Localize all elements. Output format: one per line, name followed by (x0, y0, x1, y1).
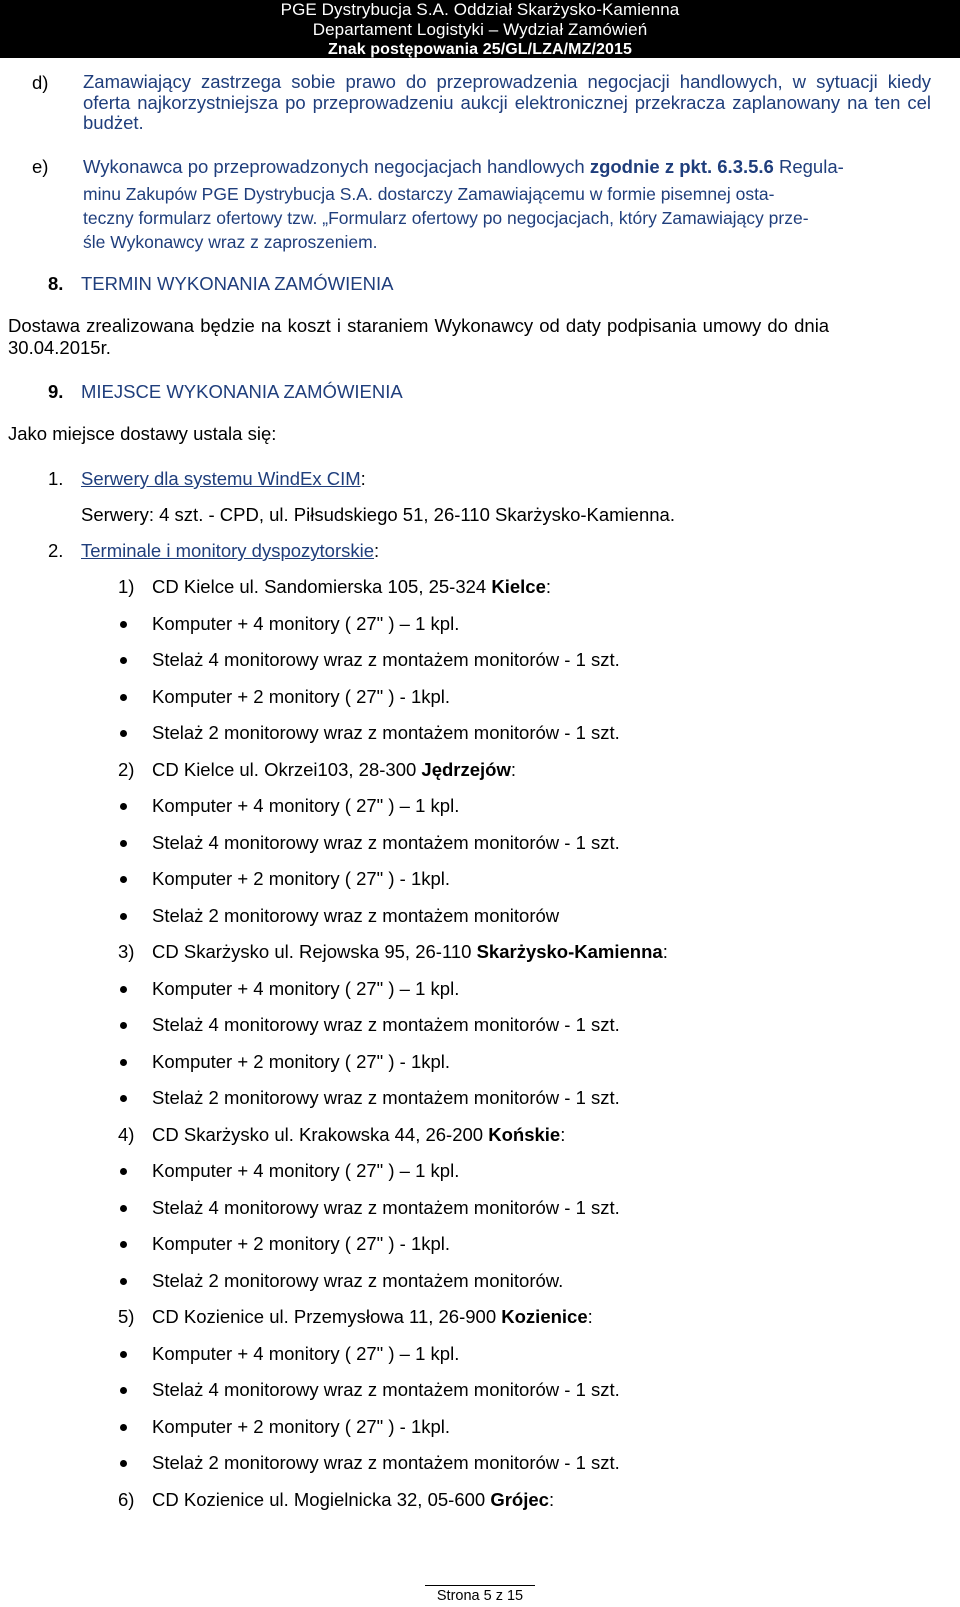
equipment-item: Stelaż 2 monitorowy wraz z montażem monitorów - 1 szt. (152, 1452, 620, 1473)
equipment-item: Stelaż 2 monitorowy wraz z montażem monitorów - 1 szt. (152, 1087, 620, 1108)
servers-heading: Serwery dla systemu WindEx CIM: (81, 468, 366, 489)
bullet-icon (120, 840, 127, 847)
location-city: Kielce (491, 576, 546, 597)
item-e-line4: śle Wykonawcy wraz z zaproszeniem. (83, 232, 378, 252)
document-header (0, 0, 960, 58)
bullet-icon (120, 694, 127, 701)
bullet-icon (120, 986, 127, 993)
location-number: 6) (118, 1488, 135, 1510)
location-number: 5) (118, 1306, 135, 1327)
location-colon: : (548, 1488, 555, 1510)
item-e-line1: Wykonawca po przeprowadzonych negocjacjach handlowych zgodnie z pkt. 6.3.5.6 Regula- (83, 156, 844, 177)
section-8-text-line2: 30.04.2015r. (8, 337, 111, 358)
equipment-item: Stelaż 2 monitorowy wraz z montażem monitorów (152, 904, 560, 926)
equipment-item: Komputer + 2 monitory ( 27" ) - 1kpl. (152, 1415, 451, 1437)
item-e-line3: teczny formularz ofertowy tzw. „Formularz ofertowy po negocjacjach, który Zamawiający prze- (83, 208, 809, 228)
equipment-item: Stelaż 2 monitorowy wraz z montażem monitorów - 1 szt. (152, 722, 620, 743)
equipment-item: Komputer + 4 monitory ( 27" ) – 1 kpl. (152, 612, 460, 634)
location-colon: : (545, 576, 552, 597)
section-9-intro: Jako miejsce dostawy ustala się: (8, 423, 277, 444)
header-department: Departament Logistyki – Wydział Zamówień (312, 20, 648, 39)
item-d-label: d) (32, 72, 49, 93)
location-address: CD Kozienice ul. Mogielnicka 32, 05-600 (152, 1488, 491, 1510)
bullet-icon (120, 913, 127, 920)
equipment-item: Stelaż 4 monitorowy wraz z montażem monitorów - 1 szt. (152, 649, 620, 670)
location-heading (152, 1124, 565, 1146)
location-city: Skarżysko-Kamienna (476, 941, 663, 962)
location-colon: : (560, 1123, 566, 1145)
terminals-heading: Terminale i monitory dyspozytorskie: (81, 540, 380, 561)
page-number: Strona 5 z 15 (436, 1588, 524, 1604)
bullet-icon (120, 1168, 127, 1175)
location-heading (152, 1306, 593, 1328)
item-e-line2: minu Zakupów PGE Dystrybucja S.A. dostarczy Zamawiającemu w formie pisemnej osta- (83, 184, 775, 204)
location-city: Grójec (490, 1488, 549, 1510)
location-city: Kozienice (501, 1306, 588, 1327)
servers-number: 1. (48, 468, 64, 489)
bullet-icon (120, 803, 127, 810)
equipment-item: Komputer + 2 monitory ( 27" ) - 1kpl. (152, 1233, 451, 1254)
section-9-title: MIEJSCE WYKONANIA ZAMÓWIENIA (81, 381, 403, 402)
location-colon: : (662, 941, 668, 962)
equipment-item: Komputer + 4 monitory ( 27" ) – 1 kpl. (152, 977, 460, 999)
section-8-text-line1: Dostawa zrealizowana będzie na koszt i staraniem Wykonawcy od daty podpisania umowy do dnia (8, 315, 830, 336)
location-city: Jędrzejów (421, 758, 511, 780)
bullet-icon (120, 876, 127, 883)
bullet-icon (120, 1278, 127, 1285)
bullet-icon (120, 1387, 127, 1394)
location-number: 1) (118, 576, 135, 597)
bullet-icon (120, 1095, 127, 1102)
item-d-text: Zamawiający zastrzega sobie prawo do przeprowadzenia negocjacji handlowych, w sytuacji kiedy oferta najkorzystniejsza po przeprowadzeniu aukcji elektronicznej przekracza zaplanowany na ten cel budżet. (83, 71, 931, 133)
location-heading (152, 759, 516, 781)
equipment-item: Stelaż 4 monitorowy wraz z montażem monitorów - 1 szt. (152, 1196, 620, 1218)
location-colon: : (587, 1306, 593, 1327)
equipment-item: Stelaż 4 monitorowy wraz z montażem monitorów - 1 szt. (152, 831, 620, 853)
bullet-icon (120, 1424, 127, 1431)
location-number: 3) (118, 941, 135, 962)
item-e-label: e) (32, 156, 49, 177)
bullet-icon (120, 1460, 127, 1467)
location-colon: : (510, 758, 516, 780)
bullet-icon (120, 1205, 127, 1212)
location-number: 4) (118, 1123, 135, 1145)
servers-detail: Serwery: 4 szt. - CPD, ul. Piłsudskiego 51, 26-110 Skarżysko-Kamienna. (81, 504, 675, 525)
bullet-icon (120, 1059, 127, 1066)
location-address: CD Kozienice ul. Przemysłowa 11, 26-900 (152, 1306, 502, 1327)
section-8-title: TERMIN WYKONANIA ZAMÓWIENIA (81, 273, 394, 294)
terminals-number: 2. (48, 540, 64, 561)
footer-divider (425, 1585, 535, 1586)
location-number: 2) (118, 758, 135, 780)
location-address: CD Kielce ul. Sandomierska 105, 25-324 (152, 576, 492, 597)
location-address: CD Kielce ul. Okrzei103, 28-300 (152, 758, 422, 780)
header-case-number: Znak postępowania 25/GL/LZA/MZ/2015 (327, 41, 632, 58)
location-city: Końskie (488, 1123, 561, 1145)
section-9-number: 9. (48, 381, 64, 402)
equipment-item: Komputer + 4 monitory ( 27" ) – 1 kpl. (152, 1342, 460, 1364)
bullet-icon (120, 730, 127, 737)
location-heading (152, 941, 668, 963)
equipment-item: Komputer + 2 monitory ( 27" ) - 1kpl. (152, 1050, 451, 1072)
equipment-item: Komputer + 4 monitory ( 27" ) – 1 kpl. (152, 1160, 460, 1181)
location-heading (152, 576, 551, 598)
equipment-item: Stelaż 4 monitorowy wraz z montażem monitorów - 1 szt. (152, 1014, 620, 1035)
bullet-icon (120, 621, 127, 628)
bullet-icon (120, 1022, 127, 1029)
equipment-item: Komputer + 2 monitory ( 27" ) - 1kpl. (152, 685, 451, 707)
bullet-icon (120, 1241, 127, 1248)
equipment-item: Stelaż 4 monitorowy wraz z montażem monitorów - 1 szt. (152, 1379, 620, 1400)
header-company: PGE Dystrybucja S.A. Oddział Skarżysko-Kamienna (280, 0, 680, 19)
section-8-number: 8. (48, 273, 64, 294)
location-address: CD Skarżysko ul. Rejowska 95, 26-110 (152, 941, 477, 962)
location-heading (152, 1489, 554, 1511)
location-address: CD Skarżysko ul. Krakowska 44, 26-200 (152, 1123, 489, 1145)
bullet-icon (120, 657, 127, 664)
equipment-item: Komputer + 4 monitory ( 27" ) – 1 kpl. (152, 795, 460, 816)
equipment-item: Komputer + 2 monitory ( 27" ) - 1kpl. (152, 868, 451, 889)
bullet-icon (120, 1351, 127, 1358)
equipment-item: Stelaż 2 monitorowy wraz z montażem monitorów. (152, 1269, 564, 1291)
